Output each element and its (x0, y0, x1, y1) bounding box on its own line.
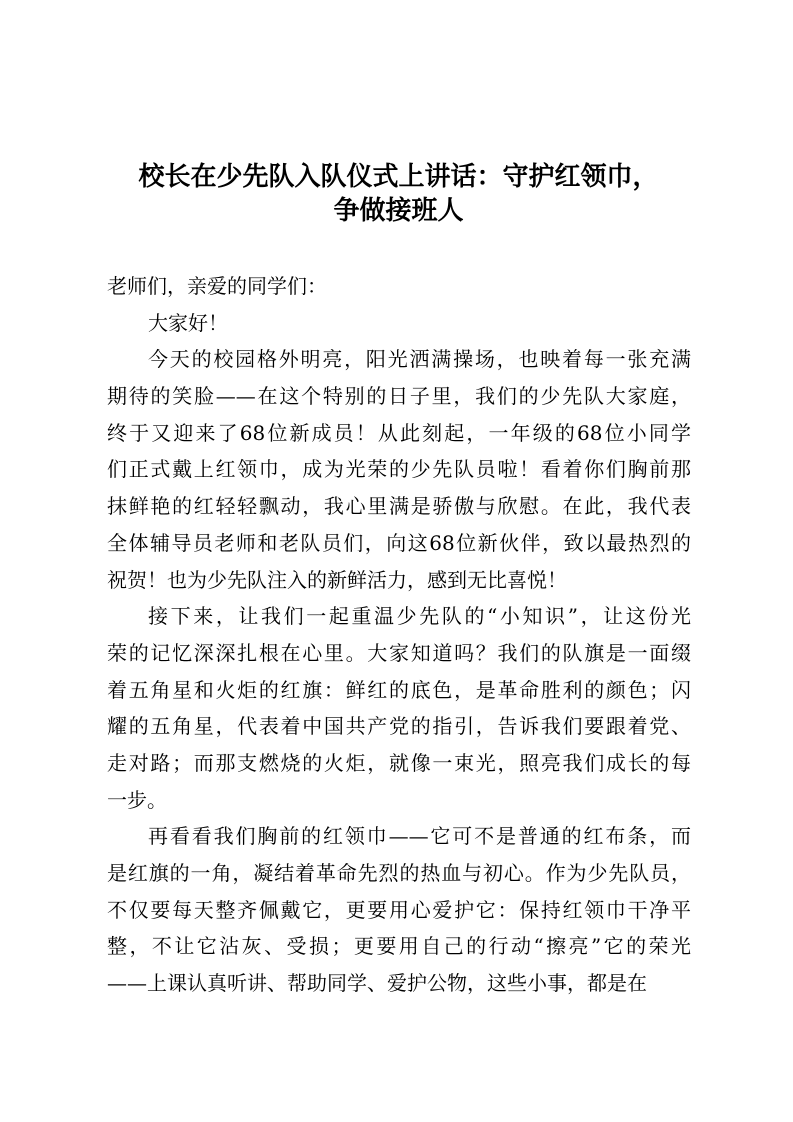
paragraph (107, 305, 691, 342)
paragraph-line: 耀的五角星，代表着中国共产党的指引，告诉我们要跟着党、 (107, 714, 691, 739)
paragraph-line: 是红旗的一角，凝结着革命先烈的热血与初心。作为少先队员， (107, 861, 691, 885)
paragraph-line: 期待的笑脸——在这个特别的日子里，我们的少先队大家庭， (107, 384, 691, 409)
paragraph-line: 再看看我们胸前的红领巾——它可不是普通的红布条，而 (148, 824, 691, 849)
paragraph-line: 老师们，亲爱的同学们： (107, 274, 327, 298)
paragraph-line: 祝贺！也为少先队注入的新鲜活力，感到无比喜悦！ (107, 567, 567, 592)
title-line: 争做接班人 (333, 196, 464, 226)
paragraph (107, 818, 691, 1001)
paragraph-line: 们正式戴上红领巾，成为光荣的少先队员啦！看着你们胸前那 (107, 457, 691, 482)
paragraph-line: 今天的校园格外明亮，阳光洒满操场，也映着每一张充满 (148, 347, 691, 372)
document-body (107, 268, 691, 1002)
paragraph-line: 不仅要每天整齐佩戴它，更要用心爱护它：保持红领巾干净平 (107, 897, 691, 922)
paragraph-line: 荣的记忆深深扎根在心里。大家知道吗？我们的队旗是一面缀 (107, 640, 691, 665)
paragraph-line: 整，不让它沾灰、受损；更要用自己的行动“擦亮”它的荣光 (107, 934, 691, 959)
paragraph-line: 一步。 (107, 787, 167, 812)
title-line: 校长在少先队入队仪式上讲话：守护红领巾， (138, 162, 659, 192)
document-title (100, 160, 697, 228)
paragraph-line: 大家好！ (148, 310, 228, 335)
paragraph-line: 接下来，让我们一起重温少先队的“小知识”，让这份光 (148, 604, 691, 629)
paragraph-line: 着五角星和火炬的红旗：鲜红的底色，是革命胜利的颜色；闪 (107, 677, 691, 702)
paragraph (107, 598, 691, 818)
paragraph-line: 抹鲜艳的红轻轻飘动，我心里满是骄傲与欣慰。在此，我代表 (107, 494, 691, 519)
paragraph (107, 341, 691, 598)
paragraph-line: ——上课认真听讲、帮助同学、爱护公物，这些小事，都是在 (107, 971, 647, 996)
paragraph-line: 全体辅导员老师和老队员们，向这68位新伙伴，致以最热烈的 (107, 530, 691, 555)
paragraph-line: 走对路；而那支燃烧的火炬，就像一束光，照亮我们成长的每 (107, 750, 691, 775)
paragraph-line: 终于又迎来了68位新成员！从此刻起，一年级的68位小同学 (107, 420, 691, 445)
paragraph (107, 268, 691, 305)
